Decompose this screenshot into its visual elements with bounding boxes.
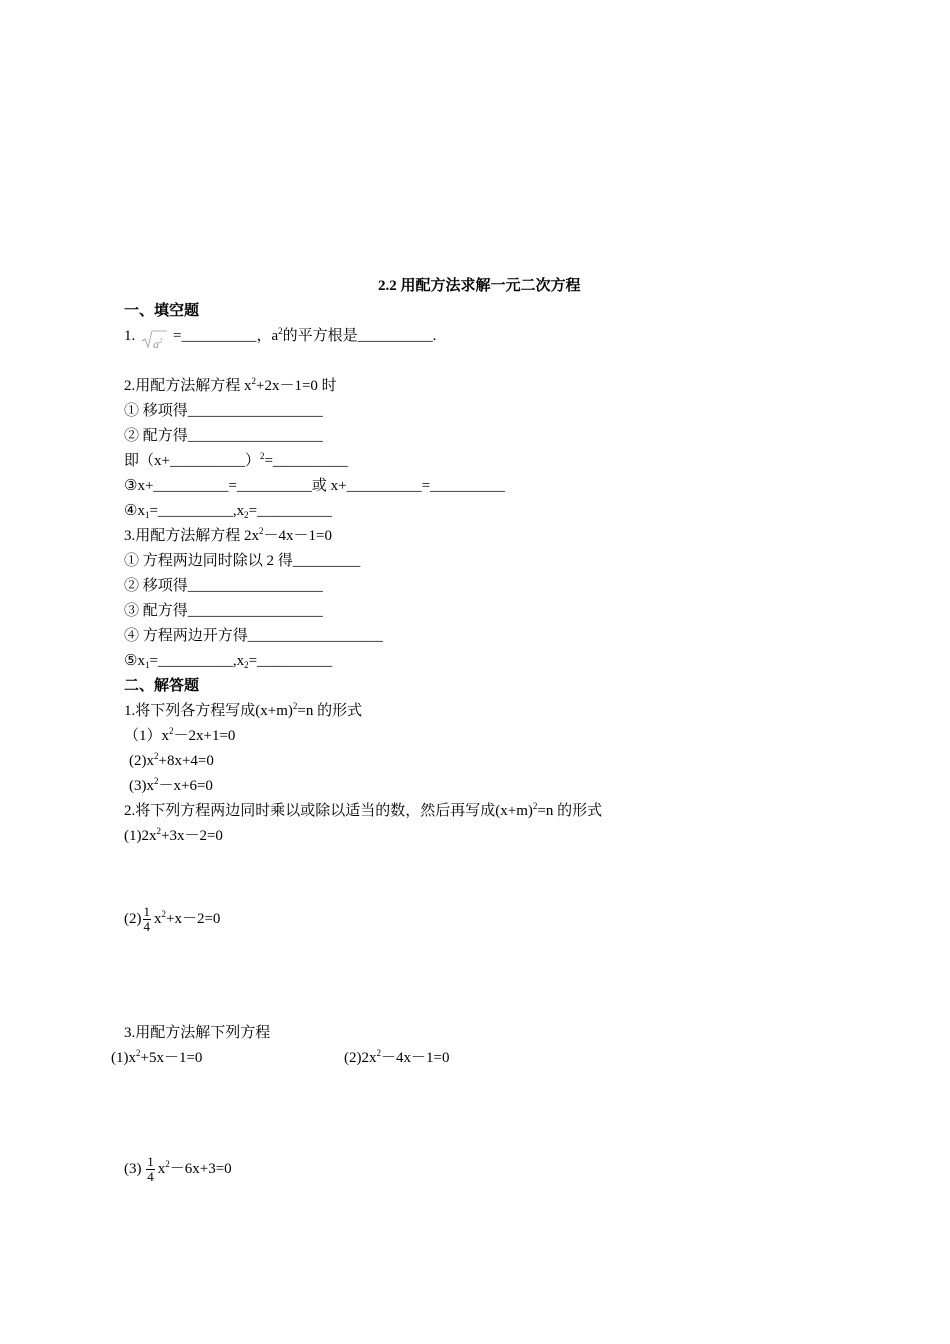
answer-3-part-3: (3) $\frac{1}{4}$ $x^2-6x+3=0$ (124, 1154, 232, 1185)
fraction-one-quarter: $\frac{1}{4}$ (147, 1154, 154, 1185)
fraction-one-quarter: $\frac{1}{4}$ (143, 904, 150, 935)
sqrt-symbol: $a^2$ (141, 328, 167, 350)
question-3-step-3: ③ 配方得__________________ (124, 603, 323, 619)
answer-1-part-2: $(2)x^2+8x+4=0$ (129, 751, 214, 769)
question-3-intro: 3.用配方法解方程 $2x^2-4x-1=0$ (124, 526, 332, 544)
question-1: 1. $a^2$ =__________，$a^2$的平方根是__________. (124, 326, 437, 351)
question-2-step-3: ③x+__________=__________或 x+__________=__________ (124, 478, 506, 494)
page-title: 2.2 用配方法求解一元二次方程 (378, 278, 581, 294)
question-2-step-1: ① 移项得__________________ (124, 403, 323, 419)
answer-3-part-1: $(1)x^2+5x-1=0$ (111, 1048, 203, 1066)
question-3-step-4: ④ 方程两边开方得__________________ (124, 628, 383, 644)
answer-2-part-1: $(1)2x^2+3x-2=0$ (124, 826, 223, 844)
answer-1-part-1: $(1)x^2-2x+1=0$ (124, 726, 236, 744)
question-3-step-5: $⑤x_1=\_\_\_\_\_\_\_\_\_\_,x_2=\_\_\_\_\_\_\_\_\_\_$ (124, 653, 333, 670)
question-2-step-4: $④x_1=\_\_\_\_\_\_\_\_\_\_,x_2=\_\_\_\_\_\_\_\_\_\_$ (124, 503, 333, 520)
answer-3-intro: 3.用配方法解下列方程 (124, 1025, 271, 1041)
question-2-step-ji: 即（x+__________）$^2$=__________ (124, 451, 348, 469)
answer-2-intro: 2.将下列方程两边同时乘以或除以适当的数，然后再写成$(x+m)^2=n$ 的形式 (124, 801, 603, 819)
answer-2-part-2: (2) $\frac{1}{4}$ $x^2+x-2=0$ (124, 904, 221, 935)
answer-3-part-2: $(2)2x^2-4x-1=0$ (344, 1048, 450, 1066)
question-3-step-2: ② 移项得__________________ (124, 578, 323, 594)
question-3-step-1: ① 方程两边同时除以 2 得_________ (124, 553, 361, 569)
answer-1-intro: 1.将下列各方程写成$(x+m)^2=n$ 的形式 (124, 701, 363, 719)
section-heading-answers: 二、解答题 (124, 678, 200, 694)
question-2-intro: 2.用配方法解方程 $x^2+2x-1=0$ 时 (124, 376, 337, 394)
question-2-step-2: ② 配方得__________________ (124, 428, 323, 444)
section-heading-fill-blank: 一、填空题 (124, 303, 200, 319)
answer-1-part-3: $(3)x^2-x+6=0$ (129, 776, 213, 794)
